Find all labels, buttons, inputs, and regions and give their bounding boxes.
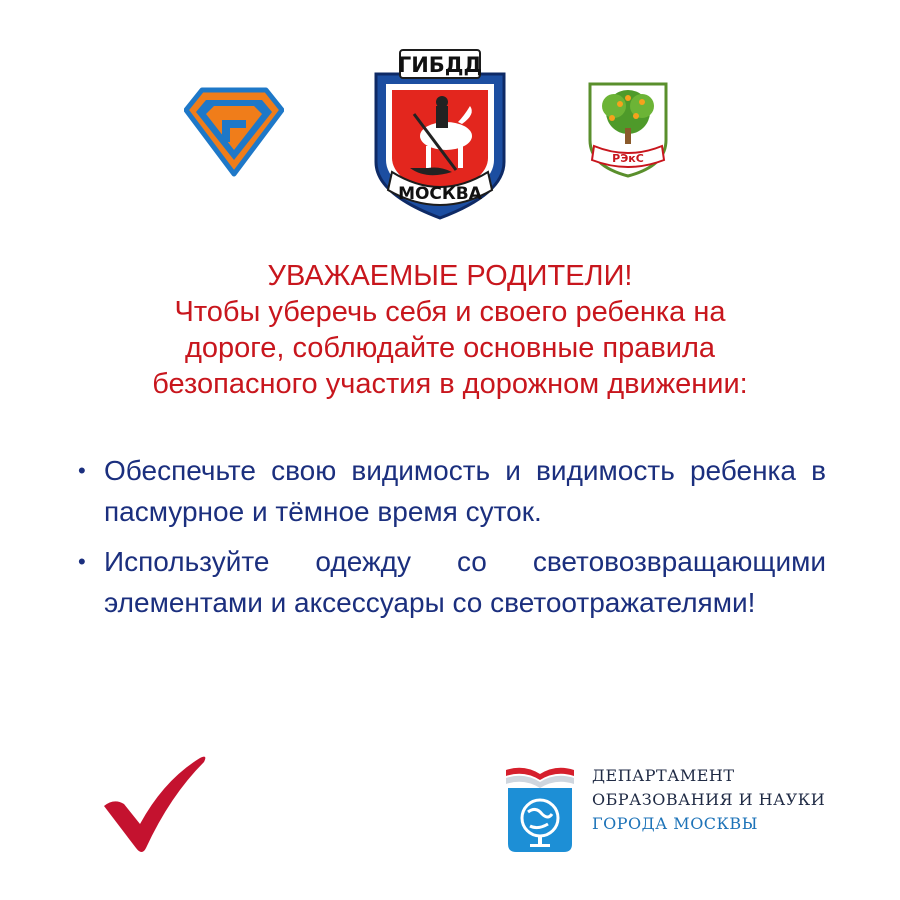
orange-shield-logo-icon [184,86,284,178]
gibdd-top-text: ГИБДД [397,53,483,77]
list-item [78,450,826,532]
gibdd-bottom-text: МОСКВА [398,184,482,204]
dept-line-3: ГОРОДА МОСКВЫ [592,814,758,833]
department-name [592,764,892,836]
reks-text: РЭкС [612,152,644,165]
rules-list [78,450,826,632]
education-department-emblem-icon [504,764,576,854]
dept-line-1: ДЕПАРТАМЕНТ [592,766,735,785]
bullet-text: Обеспечьте свою видимость и видимость ребенка в пасмурное и тёмное время суток. [104,455,826,527]
red-checkmark-icon [100,752,210,856]
bullet-marker: • [78,458,86,483]
bullet-marker: • [78,549,86,574]
gibdd-moscow-emblem-icon [366,44,514,220]
bullet-text: Используйте одежду со световозвращающими элементами и аксессуары со светоотражателями! [104,546,826,618]
tree-emblem-icon [580,76,676,178]
heading-line-3: дороге, соблюдайте основные правила [184,332,715,364]
dept-line-2: ОБРАЗОВАНИЯ И НАУКИ [592,790,826,809]
list-item [78,541,826,623]
heading-line-4: безопасного участия в дорожном движении: [152,368,748,400]
heading-line-2: Чтобы уберечь себя и своего ребенка на [174,296,726,328]
heading-block [40,258,860,402]
heading-title: УВАЖАЕМЫЕ РОДИТЕЛИ! [267,260,633,292]
